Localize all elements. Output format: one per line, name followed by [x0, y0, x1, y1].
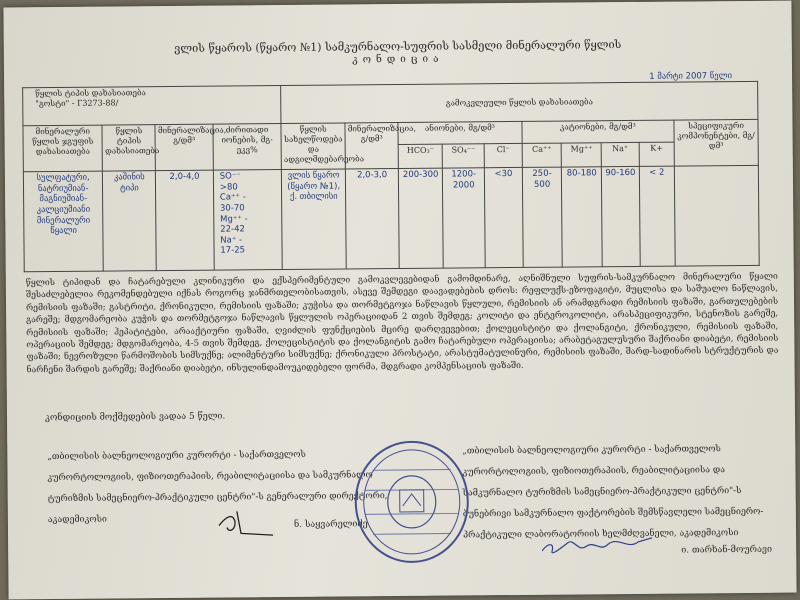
col-mineralization-2: მინერალიზაცია, გ/დმ³ — [345, 123, 398, 169]
row-cl: <30 — [485, 167, 523, 267]
row-na: 90-160 — [602, 166, 640, 266]
row-main-ions: SO⁻⁻ >80 Ca⁺⁺ - 30-70 Mg⁺⁺ - 22-42 Na⁺ - 17-25 — [213, 170, 282, 271]
ion-so4: SO₄⁻⁻ — [442, 144, 484, 168]
right-signatory-title: „თბილისის ბალნეოლოგიური კურორტი - საქართველოს კურორტოლოგიის, ფიზიოთერაპიის, რეაბილიტაციისა და სამკურნალო ტურიზმის სამეცნიერო-პრაქტიკული ცენტრი"-ს ბუნებრივი სამკურნალო ფაქტორების შემსწავლელი სამეცნიერო-პრაქტიკული ლაბორატორიის ხელმძღვანელი, აკადემიკოსი — [462, 444, 764, 541]
row-mg: 80-180 — [562, 167, 603, 267]
water-type-header: წყლის ტიპის დახასიათება — [35, 88, 146, 99]
row-ca: 250-500 — [522, 167, 563, 267]
col-water-type: წყლის ტიპის დახასიათება — [102, 125, 155, 171]
col-main-ions: ძირითადი იონების, მგ-ეკვ% — [213, 124, 282, 171]
handwritten-signature-right — [538, 528, 658, 563]
studied-water-header: გამოკვლეული წყლის დახასიათება — [281, 81, 758, 123]
ion-mg: Mg⁺⁺ — [562, 143, 602, 167]
left-signatory-name: ნ. საყვარელიძე — [293, 519, 368, 530]
handwritten-signature-left — [213, 503, 283, 544]
row-water-name: ვლის წყარო (წყარო №1), ქ. თბილისი — [282, 169, 347, 270]
description-paragraph: წყლის ტიპიდან და ჩატარებული კლინიკური და ექსპერიმენტული გამოკვლევებიდან გამომდინარე, აღნიშნული სუფრის-სამკურნალო მინერალური წყალი შესაძლებელია რეკომენდებული იქნას როგორც ჯანმრთელობისათვის, ასევე შემდეგი დაავადებების დროს: რეფლუქს-ეზოფაგიტი, მუცლისა და საშუალო ნაწლავის, რემისიის ფაზაში; გასტრიტი, ქრონიკული, რემისიის ფაზაში; კუჭისა და თორმეტგოჯა ნაწლავის წყლული, რემისიის ან არამდგრადი რემისიის ფაზაში, გართულებების გარეშე; მდგომარეობა კუჭის და თორმეტგოჯა ნაწლავის წყლულის ოპერაციიდან 2 თვის შემდეგ; კოლიტი და ენტეროკოლიტი, არასპეციფიკური, სტენოზის გარეშე, რემისიის ფაზაში; ჰეპატიტები, არააქტიური ფაზაში, ღვიძლის ფუნქციების მცირე დარღვევებით; ქოლეცისტიტი და ქოლანგიტი, ქრონიკული, რემისიის ფაზაში, ოპერაციის შემდეგ; მდგომარეობა, 4-5 თვის შემდეგ, ქოლეცისტიტის და ქოლანგიტის გამო ჩატარებული ოპერაციისა; არაბეტაგულუსური შაქრიანი დიაბეტი, რემისიის ფაზაში; ნევროზული წარმოშობის სიმსუქნე; ალიმენტური სიმსუქნე; ქრონიკული პროსტატი, არასტუმატულინური, რემისიის ფაზაში, შარდ-სადინარის სტრუქტურის და ნარჩენი შარდის გარეშე; შაქრიანი დიაბეტი, ინსულინდამოუკიდებელი ფორმა, მდგრადი კომპენსაციის ფაზაში. — [25, 271, 779, 376]
validity-note: კონდიციის მოქმედების ვადაა 5 წელი. — [44, 411, 226, 424]
col-cations: კატიონები, მგ/დმ³ — [522, 120, 674, 143]
document-title: ვლის წყაროს (წყარო №1) სამკურნალო-სუფრის სასმელი მინერალური წყლის — [174, 38, 622, 55]
row-hco3: 200-300 — [399, 168, 444, 268]
col-mineral-group: მინერალური წყლის ჯგუფის დახასიათება — [23, 125, 103, 172]
col-anions: ანიონები, მგ/დმ³ — [398, 121, 522, 144]
analysis-table — [22, 81, 760, 272]
row-mineral-group: სულფატური, ნატრიუმიან-მაგნიუმიან-კალციუმიანი მინერალური წყალი — [23, 171, 103, 272]
ion-hco3: HCO₃⁻ — [398, 144, 442, 168]
ion-ca: Ca⁺⁺ — [522, 143, 562, 167]
ion-na: Na⁺ — [601, 142, 639, 166]
left-signatory-title: „თბილისის ბალნეოლოგიური კურორტი - საქართველოს კურორტოლოგიის, ფიზიოთერაპიის, რეაბილიტაციისა და სამკურნალო ტურიზმის სამეცნიერო-პრაქტიკული ცენტრი"-ს გენერალური დირექტორი, აკადემიკოსი — [47, 449, 388, 526]
certificate-sheet — [3, 1, 796, 600]
row-specific — [674, 165, 759, 266]
col-water-name: წყლის სახელწოდება და ადგილმდებარეობა — [281, 123, 345, 170]
row-water-type: კაშინის ტიპი — [103, 171, 157, 271]
official-seal — [352, 439, 471, 564]
right-signatory-name: ი. თარხან-მოურავი — [681, 544, 773, 556]
document-date: 1 მარტი 2007 წელი — [649, 71, 733, 82]
water-standard: "გოსტი" - Г3273-88/ — [35, 98, 119, 109]
row-so4: 1200-2000 — [443, 168, 486, 268]
row-mineralization-2: 2,0-3,0 — [346, 169, 400, 269]
col-specific-components: სპეციფიკური კომპონენტები, მგ/დმ³ — [674, 119, 758, 166]
col-mineralization: მინერალიზაცია, გ/დმ³ — [155, 124, 213, 170]
ion-cl: Cl⁻ — [484, 143, 522, 167]
document-type: კონდიცია — [352, 53, 444, 66]
ion-k: K+ — [639, 142, 675, 166]
row-mineralization: 2,0-4,0 — [156, 170, 214, 270]
row-k: < 2 — [639, 166, 675, 266]
